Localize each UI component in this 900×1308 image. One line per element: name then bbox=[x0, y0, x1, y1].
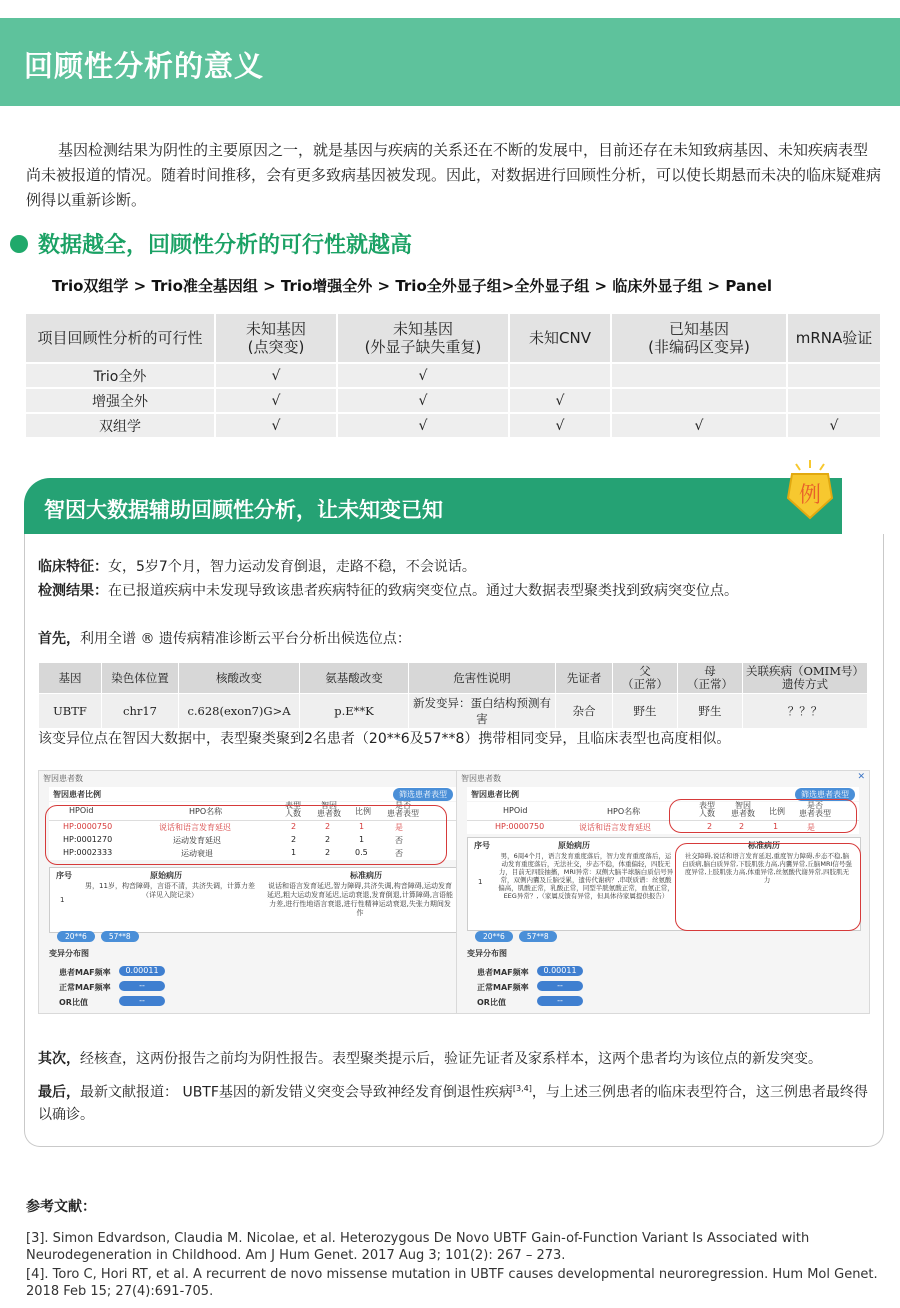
reference-item: [4]. Toro C, Hori RT, et al. A recurrent de novo missense mutation in UBTF causes developmental neuroregression. Hum Mol Genet. 2018 Feb 15; 27(4):691-705. bbox=[26, 1267, 878, 1299]
hpo-ratio: 1 bbox=[359, 822, 365, 831]
patient-tags bbox=[57, 931, 145, 942]
hpo-ratio: 1 bbox=[773, 822, 779, 831]
filter-phenotype-button[interactable]: 筛选患者表型 bbox=[393, 788, 453, 801]
feas-check-cell: √ bbox=[216, 389, 336, 412]
var-header: 先证者 bbox=[556, 663, 612, 693]
record-col-no: 序号 bbox=[474, 841, 490, 850]
variant-row bbox=[39, 694, 867, 728]
var-cell: 野生 bbox=[678, 694, 742, 728]
maf-label: 正常MAF频率 bbox=[477, 983, 529, 992]
hpo-ratio: 1 bbox=[359, 835, 365, 844]
result-label: 检测结果： bbox=[38, 583, 108, 599]
hpo-patients: 2 bbox=[325, 835, 331, 844]
maf-label: 患者MAF频率 bbox=[477, 968, 529, 977]
clinical-feature bbox=[38, 556, 476, 576]
second-label: 其次， bbox=[38, 1051, 80, 1067]
record-raw: 男，11岁，构音障碍，言语不清，共济失调，计算力差（详见入院记录） bbox=[85, 882, 255, 899]
patient-tag[interactable]: 57**8 bbox=[101, 931, 139, 942]
hpo-flag: 是 bbox=[395, 823, 403, 832]
section-heading bbox=[10, 228, 412, 259]
result-text: 在已报道疾病中未发现导致该患者疾病特征的致病突变位点。通过大数据表型聚类找到致病突变位点。 bbox=[108, 583, 738, 599]
maf-value: 0.00011 bbox=[537, 966, 583, 976]
feas-check-cell: √ bbox=[338, 414, 508, 437]
col-count: 表型 人数 bbox=[285, 801, 301, 818]
feas-check-cell: √ bbox=[788, 414, 880, 437]
first-text: 利用全谱 ® 遗传病精准诊断云平台分析出候选位点： bbox=[80, 631, 411, 647]
col-count: 表型 人数 bbox=[699, 801, 715, 818]
last-label: 最后， bbox=[38, 1084, 80, 1101]
shot-subheader bbox=[49, 787, 457, 801]
feasibility-row bbox=[26, 364, 880, 387]
feas-header: 项目回顾性分析的可行性 bbox=[26, 314, 214, 362]
maf-label: OR比值 bbox=[59, 998, 88, 1007]
test-result bbox=[38, 580, 738, 600]
page-title: 回顾性分析的意义 bbox=[24, 49, 265, 83]
feas-check-cell: √ bbox=[216, 364, 336, 387]
col-ratio: 比例 bbox=[355, 807, 371, 816]
col-is-patient: 是否 患者表型 bbox=[387, 801, 419, 818]
bullet-dot-icon bbox=[10, 235, 28, 253]
close-icon[interactable]: ✕ bbox=[857, 772, 865, 782]
maf-value: -- bbox=[119, 981, 165, 991]
shot-sub-label: 智因患者比例 bbox=[53, 790, 101, 799]
hpo-flag: 否 bbox=[395, 836, 403, 845]
hpo-flag: 否 bbox=[395, 849, 403, 858]
hpo-name: 运动衰退 bbox=[181, 849, 213, 858]
feasibility-row bbox=[26, 389, 880, 412]
cluster-text: 该变异位点在智因大数据中，表型聚类聚到2名患者（20**6及57**8）携带相同变异，且临床表型也高度相似。 bbox=[38, 731, 731, 747]
feas-header: mRNA验证 bbox=[788, 314, 880, 362]
product-chain: Trio双组学 > Trio准全基因组 > Trio增强全外 > Trio全外显子组>全外显子组 > 临床外显子组 > Panel bbox=[52, 277, 773, 295]
var-cell: 杂合 bbox=[556, 694, 612, 728]
distribution-label: 变异分布图 bbox=[467, 949, 507, 958]
shot-title: 智因患者数 bbox=[43, 774, 83, 783]
var-header: 核酸改变 bbox=[179, 663, 299, 693]
hpo-count: 2 bbox=[291, 822, 297, 831]
hpo-patients: 2 bbox=[739, 822, 745, 831]
case-section-band bbox=[24, 478, 842, 534]
col-hpo-name: HPO名称 bbox=[189, 807, 223, 816]
patient-tag[interactable]: 20**6 bbox=[475, 931, 513, 942]
col-hpoid: HPOid bbox=[503, 806, 528, 815]
record-std: 社交障碍,说话和语言发育延迟,重度智力障碍,步态不稳,脑白质病,脑白质异常,下肢肌张力高,内囊异常,丘脑MRI信号强度异常,上肢肌张力高,体重异常,丝氨酸代谢异常,四肢肌无力 bbox=[682, 852, 852, 884]
hpo-flag: 是 bbox=[807, 823, 815, 832]
feas-check-cell: √ bbox=[338, 389, 508, 412]
reference-item: [3]. Simon Edvardson, Claudia M. Nicolae, et al. Heterozygous De Novo UBTF Gain-of-Function Variant Is Associated with Neurodegeneration in Childhood. Am J Hum Genet. 2017 Aug 3; 101(2): 267 – 273. bbox=[26, 1231, 810, 1263]
feas-header: 未知基因 (点突变) bbox=[216, 314, 336, 362]
maf-label: OR比值 bbox=[477, 998, 506, 1007]
hpo-id: HP:0000750 bbox=[63, 822, 113, 831]
filter-phenotype-button[interactable]: 筛选患者表型 bbox=[795, 788, 855, 801]
var-header: 危害性说明 bbox=[409, 663, 555, 693]
hpo-patients: 2 bbox=[325, 822, 331, 831]
example-badge-icon bbox=[782, 458, 838, 522]
example-badge-text: 例 bbox=[798, 483, 822, 508]
feas-check-cell: √ bbox=[338, 364, 508, 387]
record-std: 说话和语言发育延迟,智力障碍,共济失调,构音障碍,运动发育延迟,粗大运动发育延迟,运动衰退,发育倒退,计算障碍,言语能力差,进行性地语言衰退,进行性精神运动衰退,失张力期间发作 bbox=[266, 882, 454, 917]
feasibility-table bbox=[24, 312, 882, 439]
hpo-count: 2 bbox=[291, 835, 297, 844]
patient-tag[interactable]: 20**6 bbox=[57, 931, 95, 942]
hpo-id: HP:0000750 bbox=[495, 822, 545, 831]
last-text-a: 最新文献报道： UBTF基因的新发错义突变会导致神经发育倒退性疾病 bbox=[80, 1084, 513, 1101]
feas-header: 已知基因 (非编码区变异) bbox=[612, 314, 786, 362]
hpo-name: 运动发育延迟 bbox=[173, 836, 221, 845]
maf-label: 患者MAF频率 bbox=[59, 968, 111, 977]
var-cell: p.E**K bbox=[300, 694, 408, 728]
record-col-std: 标准病历 bbox=[748, 841, 780, 850]
highlight-ellipse bbox=[675, 843, 861, 931]
feas-check-cell bbox=[510, 364, 610, 387]
record-raw: 男，6周4个月，语言发育重度落后，智力发育重度落后，运动发育重度落后，无法社交，步态不稳，体重偏轻，四肢无力，目前无四肢抽搐，MRI异常：双侧大脑半球脑白质信号异常，双侧内囊及丘脑受累，遗传代谢病？,串联质谱：丝氨酸偏高，肌酸正常，乳酸正常，同型半胱氨酸正常，血氨正常，EEG异常？,（家属反馈有异常，但具体待家属提供报告） bbox=[498, 852, 674, 900]
col-patients: 智因 患者数 bbox=[731, 801, 755, 818]
shot-title: 智因患者数 bbox=[461, 774, 501, 783]
last-step bbox=[38, 1078, 868, 1126]
first-step bbox=[38, 628, 411, 648]
feas-check-cell bbox=[612, 389, 786, 412]
section-title: 数据越全，回顾性分析的可行性就越高 bbox=[38, 233, 413, 258]
var-header: 父 （正常） bbox=[613, 663, 677, 693]
feas-check-cell: √ bbox=[612, 414, 786, 437]
feas-row-label: 双组学 bbox=[26, 414, 214, 437]
var-cell: c.628(exon7)G>A bbox=[179, 694, 299, 728]
patient-tag[interactable]: 57**8 bbox=[519, 931, 557, 942]
hpo-count: 2 bbox=[707, 822, 713, 831]
col-hpoid: HPOid bbox=[69, 806, 94, 815]
feas-check-cell: √ bbox=[216, 414, 336, 437]
feas-header: 未知基因 (外显子缺失重复) bbox=[338, 314, 508, 362]
patient-tags bbox=[475, 931, 563, 942]
hpo-ratio: 0.5 bbox=[355, 848, 368, 857]
var-cell: chr17 bbox=[102, 694, 178, 728]
maf-value: -- bbox=[537, 996, 583, 1006]
case-section-title: 智因大数据辅助回顾性分析，让未知变已知 bbox=[44, 498, 443, 522]
feas-header: 未知CNV bbox=[510, 314, 610, 362]
shot-sub-label: 智因患者比例 bbox=[471, 790, 519, 799]
hpo-count: 1 bbox=[291, 848, 297, 857]
feasibility-row bbox=[26, 414, 880, 437]
var-cell: UBTF bbox=[39, 694, 101, 728]
maf-label: 正常MAF频率 bbox=[59, 983, 111, 992]
record-col-std: 标准病历 bbox=[350, 871, 382, 880]
highlight-ellipse bbox=[669, 799, 857, 833]
references-title: 参考文献： bbox=[26, 1199, 96, 1215]
col-ratio: 比例 bbox=[769, 807, 785, 816]
clinical-text: 女，5岁7个月，智力运动发育倒退，走路不稳，不会说话。 bbox=[108, 559, 476, 575]
hpo-name: 说话和语言发育延迟 bbox=[579, 823, 651, 832]
var-header: 基因 bbox=[39, 663, 101, 693]
record-col-raw: 原始病历 bbox=[558, 841, 590, 850]
feas-row-label: Trio全外 bbox=[26, 364, 214, 387]
maf-value: -- bbox=[119, 996, 165, 1006]
maf-value: -- bbox=[537, 981, 583, 991]
first-label: 首先， bbox=[38, 631, 80, 647]
record-panel bbox=[49, 867, 459, 933]
var-header: 染色体位置 bbox=[102, 663, 178, 693]
record-no: 1 bbox=[60, 896, 65, 904]
var-header: 氨基酸改变 bbox=[300, 663, 408, 693]
variant-header-row bbox=[39, 663, 867, 693]
distribution-label: 变异分布图 bbox=[49, 949, 89, 958]
hpo-patients: 2 bbox=[325, 848, 331, 857]
col-is-patient: 是否 患者表型 bbox=[799, 801, 831, 818]
hpo-id: HP:0001270 bbox=[63, 835, 113, 844]
hpo-id: HP:0002333 bbox=[63, 848, 113, 857]
screenshot-right bbox=[456, 770, 870, 1014]
feas-check-cell: √ bbox=[510, 414, 610, 437]
hpo-name: 说话和语言发育延迟 bbox=[159, 823, 231, 832]
variant-table bbox=[38, 662, 868, 729]
record-col-no: 序号 bbox=[56, 871, 72, 880]
citation-sup: [3,4] bbox=[512, 1084, 532, 1093]
feas-check-cell bbox=[788, 389, 880, 412]
feas-check-cell: √ bbox=[510, 389, 610, 412]
col-patients: 智因 患者数 bbox=[317, 801, 341, 818]
var-cell: 新发变异：蛋白结构预测有害 bbox=[409, 694, 555, 728]
feas-check-cell bbox=[612, 364, 786, 387]
second-step bbox=[38, 1048, 822, 1068]
title-banner bbox=[0, 18, 900, 106]
second-text: 经核查，这两份报告之前均为阴性报告。表型聚类提示后，验证先证者及家系样本，这两个患者均为该位点的新发突变。 bbox=[80, 1051, 822, 1067]
clinical-label: 临床特征： bbox=[38, 559, 108, 575]
record-col-raw: 原始病历 bbox=[150, 871, 182, 880]
var-cell: 野生 bbox=[613, 694, 677, 728]
feasibility-header-row bbox=[26, 314, 880, 362]
last-text-b: ，与上述三例患者的临床表型符合，这三例患者最终得以确诊。 bbox=[38, 1084, 868, 1123]
col-hpo-name: HPO名称 bbox=[607, 807, 641, 816]
var-cell: ？？？ bbox=[743, 694, 867, 728]
maf-value: 0.00011 bbox=[119, 966, 165, 976]
record-no: 1 bbox=[478, 878, 483, 886]
var-header: 关联疾病（OMIM号） 遗传方式 bbox=[743, 663, 867, 693]
feas-check-cell bbox=[788, 364, 880, 387]
feas-row-label: 增强全外 bbox=[26, 389, 214, 412]
var-header: 母 （正常） bbox=[678, 663, 742, 693]
intro-paragraph: 基因检测结果为阴性的主要原因之一，就是基因与疾病的关系还在不断的发展中，目前还存在未知致病基因、未知疾病表型尚未被报道的情况。随着时间推移，会有更多致病基因被发现。因此，对数据进行回顾性分析，可以使长期悬而未决的临床疑难病例得以重新诊断。 bbox=[26, 141, 882, 209]
highlight-ellipse bbox=[45, 805, 447, 865]
screenshot-left bbox=[38, 770, 468, 1014]
